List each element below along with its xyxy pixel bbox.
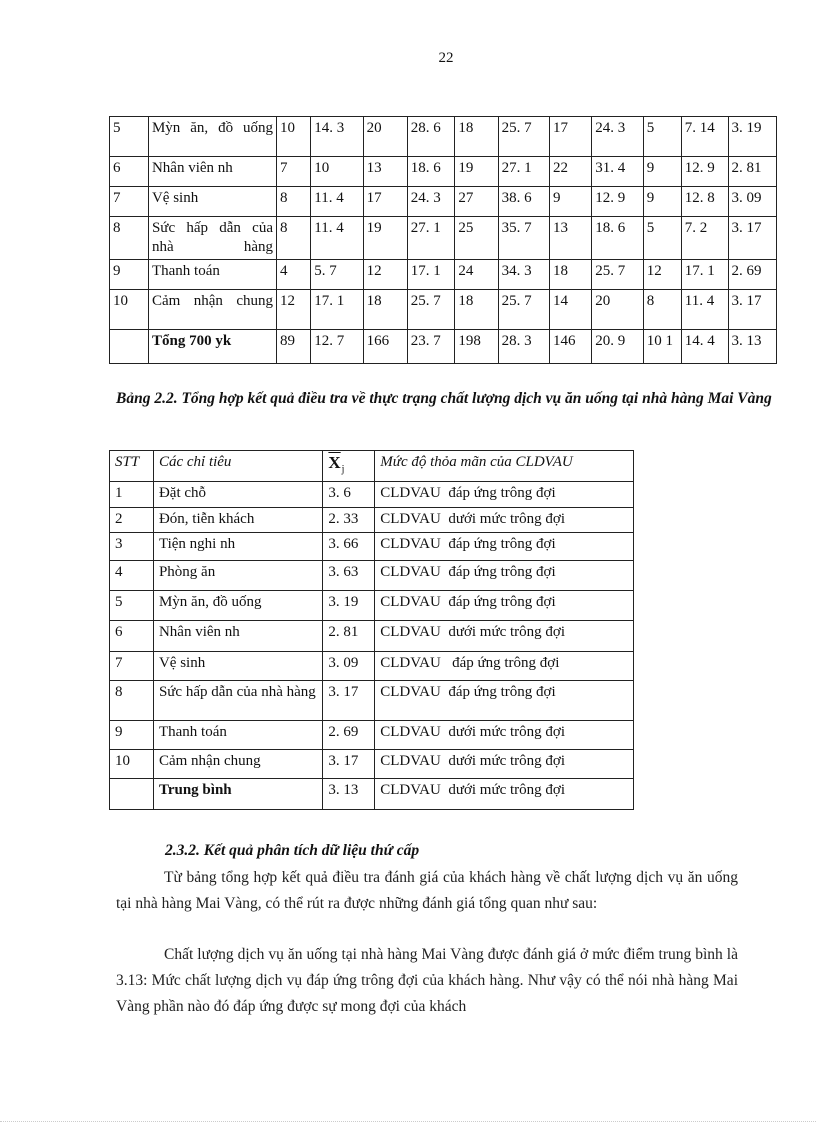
- table-caption: Bảng 2.2. Tổng hợp kết quả điều tra về thực trạng chất lượng dịch vụ ăn uống tại nhà hàng Mai Vàng: [116, 390, 772, 407]
- cell-value: 27. 1: [407, 217, 455, 260]
- table-row: [110, 561, 634, 591]
- cell-value: 198: [455, 330, 498, 364]
- table-row: [110, 721, 634, 750]
- header-stt: STT: [110, 451, 154, 482]
- cell-value: 9: [550, 187, 592, 217]
- cell-value: 38. 6: [498, 187, 549, 217]
- cell-value: 22: [550, 157, 592, 187]
- cell-value: 10 1: [643, 330, 681, 364]
- cell-value: 146: [550, 330, 592, 364]
- cell-value: 4: [277, 260, 311, 290]
- cell-value: 20: [592, 290, 643, 330]
- cell-name: Phòng ăn: [153, 561, 322, 591]
- table-row: [110, 187, 777, 217]
- paragraph-summary: [116, 865, 738, 917]
- xbar-symbol: $\overline{X}$: [328, 453, 341, 472]
- row-stt: 9: [110, 260, 149, 290]
- cell-value: 7. 14: [681, 117, 728, 157]
- cell-stt: 1: [110, 482, 154, 508]
- cell-value: 9: [643, 157, 681, 187]
- satisfaction-summary-table: [109, 450, 634, 810]
- cell-value: 3. 17: [728, 290, 777, 330]
- cell-value: 3. 09: [728, 187, 777, 217]
- table-row: [110, 482, 634, 508]
- cell-stt: [110, 779, 154, 810]
- cell-level: CLDVAU đáp ứng trông đợi: [375, 591, 634, 621]
- table-row: [110, 652, 634, 681]
- row-stt: 8: [110, 217, 149, 260]
- cell-value: 2. 81: [728, 157, 777, 187]
- row-criterion: Mỳn ăn, đồ uống: [148, 117, 276, 157]
- cell-value: 11. 4: [311, 217, 363, 260]
- survey-results-table: [109, 116, 777, 364]
- cell-value: 18: [363, 290, 407, 330]
- cell-value: 18. 6: [592, 217, 643, 260]
- cell-name: Trung bình: [153, 779, 322, 810]
- row-stt: 5: [110, 117, 149, 157]
- table-row: [110, 260, 777, 290]
- cell-value: 27. 1: [498, 157, 549, 187]
- cell-level: CLDVAU dưới mức trông đợi: [375, 721, 634, 750]
- cell-level: CLDVAU dưới mức trông đợi: [375, 621, 634, 652]
- cell-value: 17. 1: [311, 290, 363, 330]
- cell-level: CLDVAU dưới mức trông đợi: [375, 779, 634, 810]
- cell-stt: 5: [110, 591, 154, 621]
- cell-value: 17. 1: [681, 260, 728, 290]
- table-row: [110, 621, 634, 652]
- cell-value: 10: [311, 157, 363, 187]
- table-row: [110, 779, 634, 810]
- cell-value: 14. 3: [311, 117, 363, 157]
- xbar-subscript: j: [341, 464, 345, 475]
- cell-x: 3. 17: [323, 681, 375, 721]
- cell-value: 5: [643, 217, 681, 260]
- cell-stt: 10: [110, 750, 154, 779]
- cell-x: 3. 09: [323, 652, 375, 681]
- cell-value: 24. 3: [407, 187, 455, 217]
- row-criterion: Sức hấp dẫn của nhà hàng: [148, 217, 276, 260]
- section-title: 2.3.2. Kết quả phân tích dữ liệu thứ cấp: [165, 842, 420, 859]
- cell-value: 18: [550, 260, 592, 290]
- cell-value: 12. 8: [681, 187, 728, 217]
- table-row: [110, 330, 777, 364]
- cell-stt: 6: [110, 621, 154, 652]
- cell-value: 24. 3: [592, 117, 643, 157]
- header-criteria: Các chỉ tiêu: [153, 451, 322, 482]
- cell-value: 12: [277, 290, 311, 330]
- table-row: [110, 533, 634, 561]
- cell-x: 3. 66: [323, 533, 375, 561]
- cell-x: 2. 33: [323, 508, 375, 533]
- cell-value: 25. 7: [498, 290, 549, 330]
- cell-stt: 7: [110, 652, 154, 681]
- cell-value: 27: [455, 187, 498, 217]
- cell-value: 10: [277, 117, 311, 157]
- cell-value: 2. 69: [728, 260, 777, 290]
- cell-value: 11. 4: [681, 290, 728, 330]
- cell-value: 8: [277, 217, 311, 260]
- cell-value: 17: [363, 187, 407, 217]
- cell-value: 31. 4: [592, 157, 643, 187]
- cell-value: 14. 4: [681, 330, 728, 364]
- cell-name: Mỳn ăn, đồ uống: [153, 591, 322, 621]
- table-row: [110, 750, 634, 779]
- cell-name: Nhân viên nh: [153, 621, 322, 652]
- cell-value: 8: [277, 187, 311, 217]
- row-criterion: Tổng 700 yk: [148, 330, 276, 364]
- cell-value: 20: [363, 117, 407, 157]
- cell-value: 19: [363, 217, 407, 260]
- row-stt: 7: [110, 187, 149, 217]
- cell-value: 17: [550, 117, 592, 157]
- cell-value: 3. 17: [728, 217, 777, 260]
- cell-value: 13: [363, 157, 407, 187]
- cell-stt: 8: [110, 681, 154, 721]
- cell-value: 19: [455, 157, 498, 187]
- cell-value: 12: [363, 260, 407, 290]
- cell-value: 7: [277, 157, 311, 187]
- cell-x: 3. 19: [323, 591, 375, 621]
- cell-value: 34. 3: [498, 260, 549, 290]
- cell-name: Tiện nghi nh: [153, 533, 322, 561]
- table-row: [110, 591, 634, 621]
- table-header-row: [110, 451, 634, 482]
- cell-value: 25. 7: [592, 260, 643, 290]
- page-bottom-rule: [0, 1121, 816, 1122]
- cell-value: 7. 2: [681, 217, 728, 260]
- cell-x: 2. 69: [323, 721, 375, 750]
- cell-value: 28. 3: [498, 330, 549, 364]
- cell-value: 12. 7: [311, 330, 363, 364]
- cell-x: 2. 81: [323, 621, 375, 652]
- cell-name: Thanh toán: [153, 721, 322, 750]
- cell-stt: 4: [110, 561, 154, 591]
- table-row: [110, 117, 777, 157]
- table-row: [110, 157, 777, 187]
- row-criterion: Nhân viên nh: [148, 157, 276, 187]
- cell-name: Vệ sinh: [153, 652, 322, 681]
- cell-value: 35. 7: [498, 217, 549, 260]
- paragraph-assessment-text: Chất lượng dịch vụ ăn uống tại nhà hàng Mai Vàng được đánh giá ở mức điểm trung bình là 3.13: Mức chất lượng dịch vụ đáp ứng trông đợi của khách hàng. Như vậy có thể nói nhà hàng Mai Vàng phần nào đó đáp ứng được sự mong đợi của khách: [116, 946, 738, 1015]
- row-criterion: Thanh toán: [148, 260, 276, 290]
- cell-value: 12. 9: [681, 157, 728, 187]
- cell-value: 5. 7: [311, 260, 363, 290]
- row-criterion: Cảm nhận chung: [148, 290, 276, 330]
- cell-level: CLDVAU đáp ứng trông đợi: [375, 652, 634, 681]
- cell-value: 17. 1: [407, 260, 455, 290]
- table-row: [110, 290, 777, 330]
- table-row: [110, 508, 634, 533]
- row-stt: [110, 330, 149, 364]
- cell-value: 8: [643, 290, 681, 330]
- cell-value: 18. 6: [407, 157, 455, 187]
- cell-stt: 3: [110, 533, 154, 561]
- cell-value: 14: [550, 290, 592, 330]
- cell-stt: 2: [110, 508, 154, 533]
- cell-level: CLDVAU dưới mức trông đợi: [375, 508, 634, 533]
- table-row: [110, 681, 634, 721]
- cell-value: 24: [455, 260, 498, 290]
- cell-value: 18: [455, 117, 498, 157]
- paragraph-assessment: [116, 942, 738, 1020]
- cell-level: CLDVAU đáp ứng trông đợi: [375, 681, 634, 721]
- row-stt: 10: [110, 290, 149, 330]
- cell-level: CLDVAU đáp ứng trông đợi: [375, 533, 634, 561]
- cell-value: 12. 9: [592, 187, 643, 217]
- page-number: 22: [438, 50, 454, 66]
- cell-x: 3. 13: [323, 779, 375, 810]
- cell-x: 3. 17: [323, 750, 375, 779]
- header-xbar: [323, 451, 375, 482]
- cell-name: Đón, tiễn khách: [153, 508, 322, 533]
- cell-value: 23. 7: [407, 330, 455, 364]
- cell-value: 25. 7: [498, 117, 549, 157]
- cell-value: 89: [277, 330, 311, 364]
- row-stt: 6: [110, 157, 149, 187]
- cell-level: CLDVAU đáp ứng trông đợi: [375, 561, 634, 591]
- cell-value: 3. 13: [728, 330, 777, 364]
- cell-level: CLDVAU đáp ứng trông đợi: [375, 482, 634, 508]
- cell-name: Cảm nhận chung: [153, 750, 322, 779]
- cell-stt: 9: [110, 721, 154, 750]
- cell-value: 11. 4: [311, 187, 363, 217]
- cell-value: 12: [643, 260, 681, 290]
- paragraph-summary-text: Từ bảng tổng hợp kết quả điều tra đánh giá của khách hàng về chất lượng dịch vụ ăn uống tại nhà hàng Mai Vàng, có thể rút ra được những đánh giá tổng quan như sau:: [116, 869, 738, 912]
- cell-name: Sức hấp dẫn của nhà hàng: [153, 681, 322, 721]
- cell-x: 3. 6: [323, 482, 375, 508]
- cell-value: 3. 19: [728, 117, 777, 157]
- table-row: [110, 217, 777, 260]
- cell-value: 25. 7: [407, 290, 455, 330]
- cell-name: Đặt chỗ: [153, 482, 322, 508]
- cell-value: 28. 6: [407, 117, 455, 157]
- cell-value: 9: [643, 187, 681, 217]
- cell-value: 25: [455, 217, 498, 260]
- cell-value: 20. 9: [592, 330, 643, 364]
- cell-x: 3. 63: [323, 561, 375, 591]
- cell-value: 166: [363, 330, 407, 364]
- row-criterion: Vệ sinh: [148, 187, 276, 217]
- cell-level: CLDVAU dưới mức trông đợi: [375, 750, 634, 779]
- cell-value: 5: [643, 117, 681, 157]
- cell-value: 13: [550, 217, 592, 260]
- cell-value: 18: [455, 290, 498, 330]
- header-satisfaction-level: Mức độ thỏa mãn của CLDVAU: [375, 451, 634, 482]
